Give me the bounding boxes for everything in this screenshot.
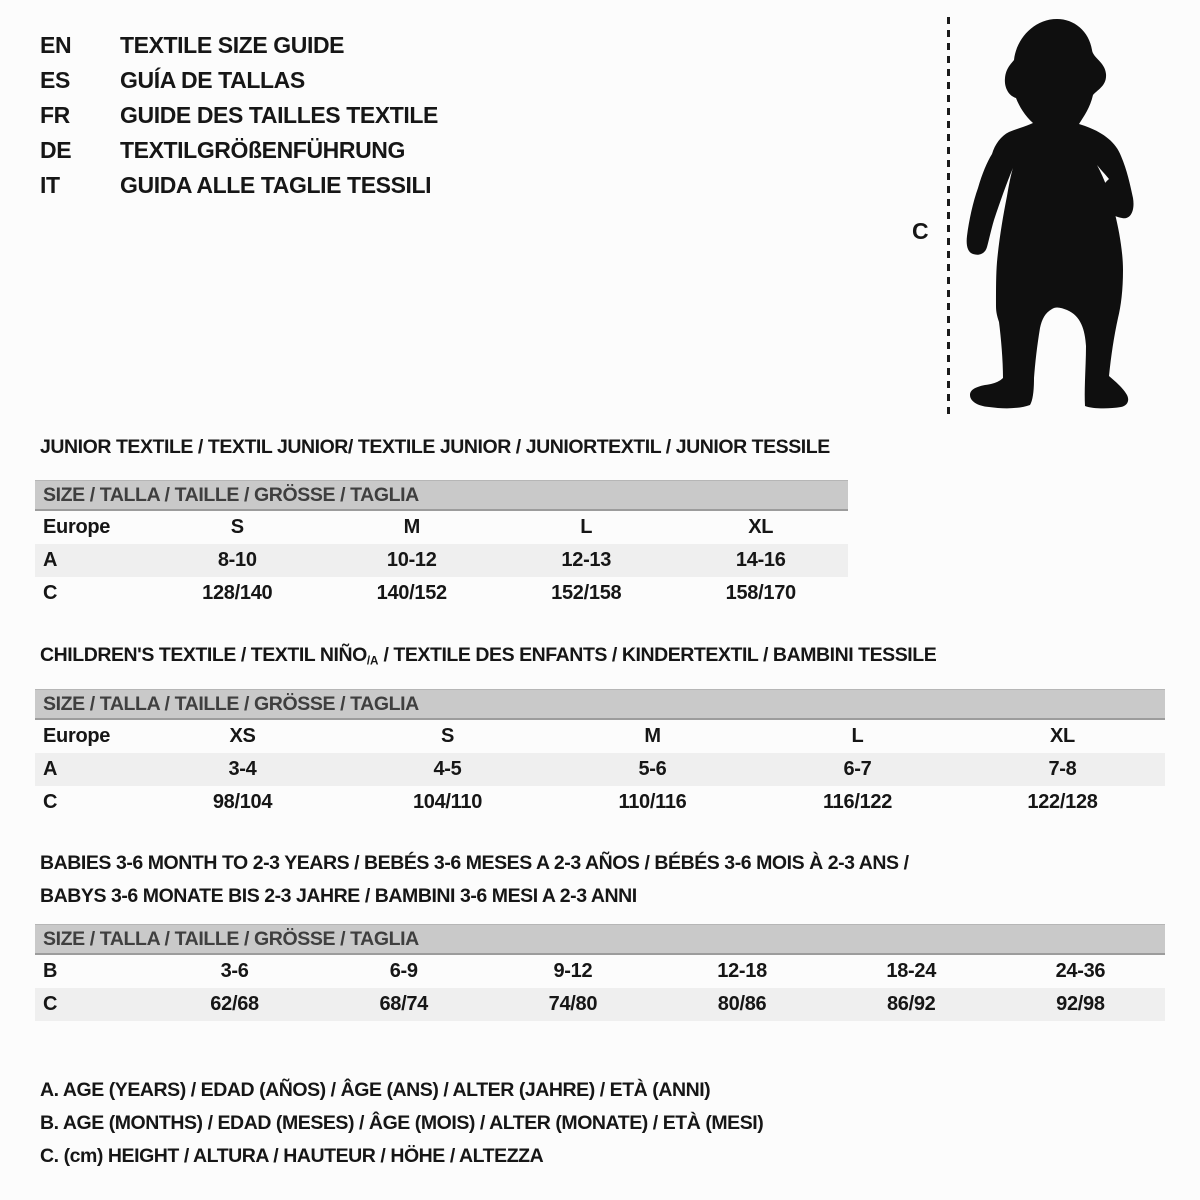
children-age-xs: 3-4 — [228, 758, 257, 780]
junior-row-height-label: C — [43, 582, 58, 604]
babies-size-header-bar: SIZE / TALLA / TAILLE / GRÖSSE / TAGLIA — [35, 924, 1165, 955]
babies-age-6: 24-36 — [1055, 960, 1106, 982]
babies-height-5: 86/92 — [886, 993, 936, 1015]
babies-size-table — [35, 924, 1165, 1021]
junior-height-s: 128/140 — [202, 582, 273, 604]
junior-size-header-bar: SIZE / TALLA / TAILLE / GRÖSSE / TAGLIA — [35, 480, 848, 511]
children-row-age-label: A — [43, 758, 58, 780]
children-title-subscript: /A — [366, 654, 379, 668]
height-measure-dashed-line — [947, 17, 950, 415]
legend-line-a: A. AGE (YEARS) / EDAD (AÑOS) / ÂGE (ANS) / ALTER (JAHRE) / ETÀ (ANNI) — [40, 1079, 711, 1101]
children-age-s: 4-5 — [433, 758, 462, 780]
children-head-region: Europe — [43, 725, 111, 747]
babies-age-5: 18-24 — [886, 960, 937, 982]
lang-code-fr: FR — [40, 102, 70, 128]
children-size-table — [35, 689, 1165, 819]
children-age-m: 5-6 — [638, 758, 667, 780]
babies-section-title — [40, 847, 909, 913]
lang-label-de: TEXTILGRÖßENFÜHRUNG — [120, 137, 405, 163]
children-height-m: 110/116 — [618, 791, 687, 813]
babies-row-age-months — [35, 955, 1165, 988]
height-measure-label: C — [912, 218, 929, 244]
junior-age-s: 8-10 — [217, 549, 257, 571]
lang-label-es: GUÍA DE TALLAS — [120, 67, 305, 93]
junior-head-region: Europe — [43, 516, 111, 538]
babies-age-2: 6-9 — [389, 960, 418, 982]
children-row-height-label: C — [43, 791, 58, 813]
junior-age-xl: 14-16 — [735, 549, 786, 571]
children-height-s: 104/110 — [412, 791, 483, 813]
children-section-title — [40, 644, 936, 672]
lang-code-en: EN — [40, 32, 72, 58]
babies-title-line2: BABYS 3-6 MONATE BIS 2-3 JAHRE / BAMBINI 3-6 MESI A 2-3 ANNI — [40, 885, 637, 907]
junior-size-table — [35, 480, 848, 610]
junior-height-m: 140/152 — [376, 582, 447, 604]
babies-height-4: 80/86 — [717, 993, 767, 1015]
junior-row-height — [35, 577, 848, 610]
children-height-l: 116/122 — [822, 791, 893, 813]
lang-label-fr: GUIDE DES TAILLES TEXTILE — [120, 102, 438, 128]
junior-age-l: 12-13 — [561, 549, 612, 571]
children-head-m: M — [644, 725, 661, 747]
junior-head-l: L — [580, 516, 593, 538]
legend-line-c: C. (cm) HEIGHT / ALTURA / HAUTEUR / HÖHE / ALTEZZA — [40, 1145, 544, 1167]
junior-section-title: JUNIOR TEXTILE / TEXTIL JUNIOR/ TEXTILE JUNIOR / JUNIORTEXTIL / JUNIOR TESSILE — [40, 436, 830, 458]
lang-label-it: GUIDA ALLE TAGLIE TESSILI — [120, 172, 432, 198]
children-head-s: S — [440, 725, 455, 747]
junior-head-m: M — [403, 516, 420, 538]
children-height-xs: 98/104 — [212, 791, 273, 813]
babies-age-4: 12-18 — [717, 960, 767, 982]
babies-title-line1: BABIES 3-6 MONTH TO 2-3 YEARS / BEBÉS 3-6 MESES A 2-3 AÑOS / BÉBÉS 3-6 MOIS À 2-3 ANS / — [40, 852, 909, 874]
children-age-xl: 7-8 — [1048, 758, 1077, 780]
junior-row-age — [35, 544, 848, 577]
babies-age-3: 9-12 — [553, 960, 593, 982]
lang-code-it: IT — [40, 172, 60, 198]
children-row-height — [35, 786, 1165, 819]
language-title-list — [40, 28, 438, 203]
babies-age-1: 3-6 — [220, 960, 249, 982]
children-table-head-row — [35, 720, 1165, 753]
babies-height-1: 62/68 — [210, 993, 259, 1015]
junior-head-xl: XL — [748, 516, 774, 538]
junior-age-m: 10-12 — [386, 549, 437, 571]
children-row-age — [35, 753, 1165, 786]
legend-line-b: B. AGE (MONTHS) / EDAD (MESES) / ÂGE (MOIS) / ALTER (MONATE) / ETÀ (MESI) — [40, 1112, 764, 1134]
children-head-xs: XS — [229, 725, 256, 747]
junior-height-xl: 158/170 — [725, 582, 796, 604]
babies-row-age-label: B — [43, 960, 58, 982]
lang-code-de: DE — [40, 137, 72, 163]
babies-height-2: 68/74 — [379, 993, 429, 1015]
babies-row-height-label: C — [43, 993, 58, 1015]
babies-height-6: 92/98 — [1056, 993, 1105, 1015]
junior-row-age-label: A — [43, 549, 58, 571]
babies-height-3: 74/80 — [548, 993, 598, 1015]
junior-head-s: S — [230, 516, 244, 538]
children-title-prefix: CHILDREN'S TEXTILE / TEXTIL NIÑO — [40, 644, 367, 666]
children-head-l: L — [851, 725, 864, 747]
children-title-suffix: / TEXTILE DES ENFANTS / KINDERTEXTIL / BAMBINI TESSILE — [378, 644, 937, 666]
lang-code-es: ES — [40, 67, 70, 93]
lang-label-en: TEXTILE SIZE GUIDE — [120, 32, 345, 58]
children-size-header-bar: SIZE / TALLA / TAILLE / GRÖSSE / TAGLIA — [35, 689, 1165, 720]
toddler-silhouette-illustration — [963, 16, 1141, 416]
measurement-legend — [40, 1074, 763, 1173]
junior-table-head-row — [35, 511, 848, 544]
children-head-xl: XL — [1050, 725, 1075, 747]
children-height-xl: 122/128 — [1027, 791, 1098, 813]
children-age-l: 6-7 — [843, 758, 872, 780]
babies-row-height — [35, 988, 1165, 1021]
junior-height-l: 152/158 — [551, 582, 622, 604]
